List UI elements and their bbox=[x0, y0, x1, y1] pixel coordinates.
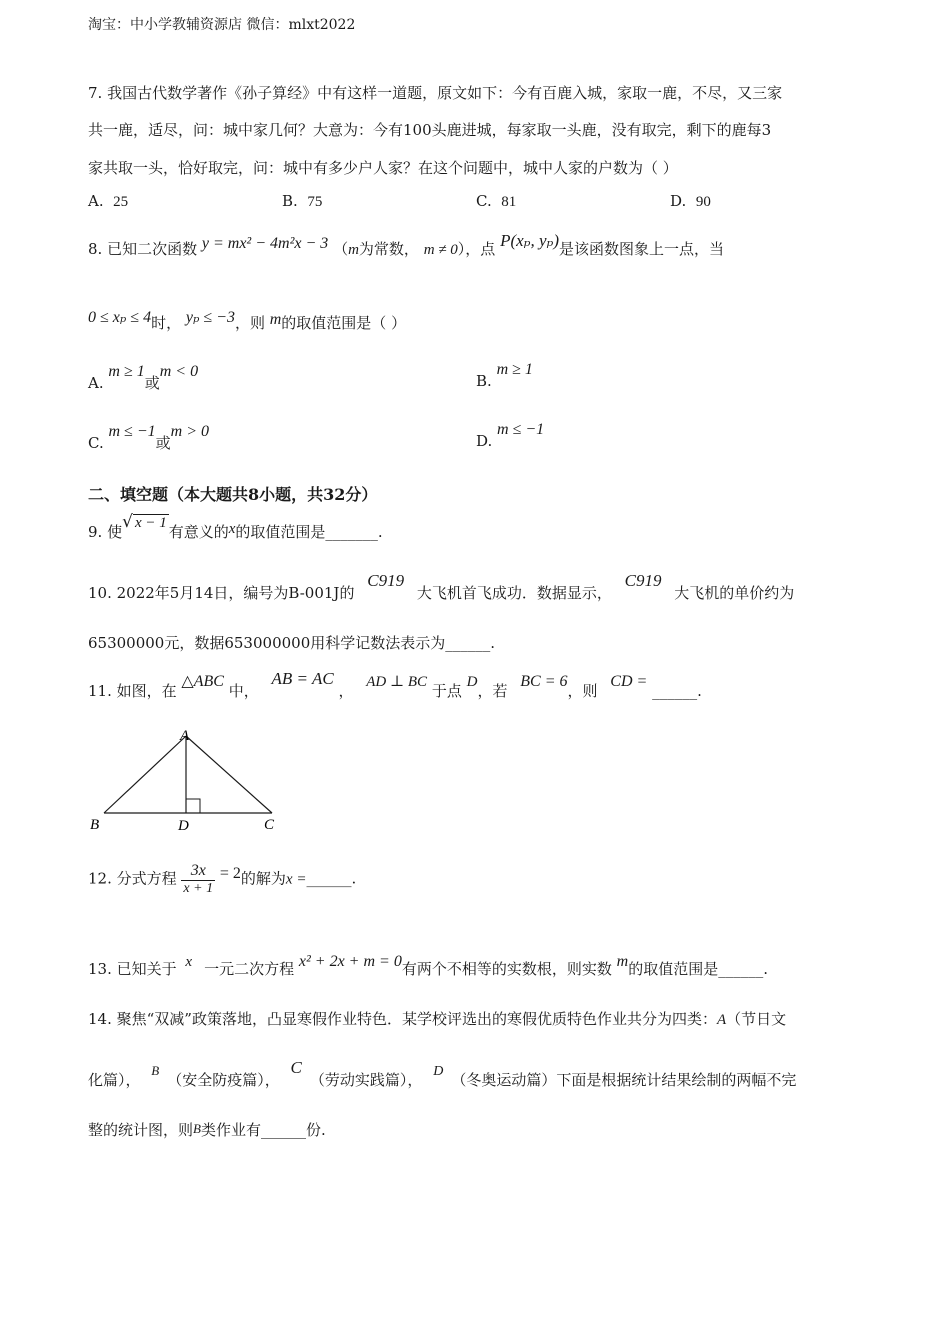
q12-prefix: 12. 分式方程 bbox=[88, 869, 177, 888]
q9 bbox=[88, 512, 383, 542]
triangle-figure bbox=[86, 724, 286, 836]
q7-option-d[interactable] bbox=[670, 192, 711, 211]
q12 bbox=[88, 862, 356, 897]
label-a: A bbox=[180, 728, 190, 744]
q14-line1-tail: （节日文 bbox=[726, 1010, 787, 1028]
section-2-heading: 二、填空题（本大题共8小题，共32分） bbox=[88, 485, 378, 504]
q13 bbox=[88, 953, 768, 979]
q13-m-var: m bbox=[616, 953, 629, 970]
q8-then: ，则 bbox=[234, 314, 265, 332]
q7-option-b-label: B. bbox=[282, 192, 298, 210]
label-c: C bbox=[264, 817, 275, 833]
q14-category-c: C bbox=[290, 1058, 302, 1077]
q8-tail: 的取值范围是（ ） bbox=[281, 314, 407, 332]
q8-paren-open: （ bbox=[333, 240, 349, 258]
q7-option-b-value: 75 bbox=[307, 194, 323, 210]
q8-option-a-part2: m < 0 bbox=[159, 363, 199, 380]
q8-option-c-label: C. bbox=[88, 434, 104, 452]
q8-option-b-part1: m ≥ 1 bbox=[496, 361, 533, 378]
label-d: D bbox=[178, 818, 189, 834]
q8-x-range: 0 ≤ xₚ ≤ 4 bbox=[88, 309, 152, 326]
right-angle-mark bbox=[186, 799, 200, 813]
q14-category-d: D bbox=[433, 1064, 444, 1079]
q11-point-d: D bbox=[466, 674, 478, 690]
q10-plane-2: C919 bbox=[624, 571, 662, 590]
radical-sign: √ bbox=[122, 512, 133, 532]
q8-when: 时， bbox=[151, 314, 182, 332]
q14-line3 bbox=[88, 1119, 326, 1140]
q10-part3: 大飞机的单价约为 bbox=[674, 584, 795, 602]
side-ab bbox=[104, 736, 186, 813]
q9-mid: 有意义的 bbox=[168, 523, 229, 541]
q9-prefix: 9. 使 bbox=[88, 523, 123, 541]
q8-option-b[interactable] bbox=[476, 361, 533, 391]
q7-option-d-label: D. bbox=[670, 192, 687, 210]
q11-cd: CD = bbox=[610, 673, 648, 690]
q8-constant-note: 为常数， bbox=[358, 240, 419, 258]
q8-line1 bbox=[88, 231, 725, 259]
q8-option-c[interactable] bbox=[88, 423, 210, 453]
q11 bbox=[88, 669, 702, 701]
q8-function: y = mx² − 4m²x − 3 bbox=[201, 235, 329, 252]
q7-line2: 共一鹿，适尽，问：城中家几何？大意为：今有100头鹿进城，每家取一头鹿，没有取完，剩下的鹿每3 bbox=[88, 121, 772, 139]
q7-option-a-value: 25 bbox=[113, 194, 129, 210]
q14-line1 bbox=[88, 1008, 786, 1029]
q13-x-var: x bbox=[185, 954, 193, 970]
page-header: 淘宝：中小学教辅资源店 微信：mlxt2022 bbox=[88, 17, 356, 33]
q13-prefix: 13. 已知关于 bbox=[88, 960, 177, 978]
q7-option-d-value: 90 bbox=[695, 194, 711, 210]
q8-option-a[interactable] bbox=[88, 363, 199, 393]
q12-x-eq: x = bbox=[285, 871, 307, 888]
q10-line1 bbox=[88, 571, 795, 603]
q7-line1: 7. 我国古代数学著作《孙子算经》中有这样一道题，原文如下：今有百鹿入城，家取一鹿，不尽，又三家 bbox=[88, 84, 783, 102]
q11-if: ，若 bbox=[477, 682, 508, 700]
q11-comma: ， bbox=[338, 682, 354, 700]
q10-plane-1: C919 bbox=[367, 571, 405, 590]
q8-suffix: 是该函数图象上一点，当 bbox=[559, 240, 725, 258]
q14-line2 bbox=[88, 1058, 797, 1090]
q12-fraction bbox=[181, 862, 215, 897]
q14-line3-a: 整的统计图，则 bbox=[88, 1121, 194, 1139]
q12-numerator: 3x bbox=[181, 862, 215, 881]
q12-mid: 的解为 bbox=[240, 869, 286, 888]
q8-option-c-part1: m ≤ −1 bbox=[108, 423, 156, 440]
q11-in: 中， bbox=[228, 682, 259, 700]
q8-option-d[interactable] bbox=[476, 421, 545, 451]
q13-mid: 一元二次方程 bbox=[204, 960, 295, 978]
q9-suffix: 的取值范围是_______. bbox=[235, 523, 383, 541]
q13-equation: x² + 2x + m = 0 bbox=[298, 953, 402, 970]
q8-option-c-or: 或 bbox=[155, 434, 171, 452]
q8-m-var: m bbox=[348, 242, 359, 258]
q8-option-a-label: A. bbox=[88, 374, 104, 392]
q13-mid2: 有两个不相等的实数根，则实数 bbox=[401, 960, 612, 978]
q14-line2-c: （劳动实践篇）， bbox=[309, 1071, 423, 1089]
q14-line1-text: 14. 聚焦“双减”政策落地，凸显寒假作业特色．某学校评选出的寒假优质特色作业共分为四类： bbox=[88, 1010, 717, 1028]
q12-answer-blank[interactable]: ______. bbox=[306, 869, 357, 888]
q11-prefix: 11. 如图，在 bbox=[88, 682, 177, 700]
q7-option-c-label: C. bbox=[476, 192, 492, 210]
q7-option-c-value: 81 bbox=[501, 194, 517, 210]
q8-m-nonzero: m ≠ 0 bbox=[423, 242, 458, 258]
q11-foot: 于点 bbox=[431, 682, 462, 700]
q10-part1: 10. 2022年5月14日，编号为B-001J的 bbox=[88, 584, 355, 602]
q8-y-condition: yₚ ≤ −3 bbox=[185, 309, 235, 326]
q8-point-p: P(xₚ, yₚ) bbox=[500, 231, 559, 250]
q7-option-a[interactable] bbox=[88, 192, 128, 211]
q7-line3: 家共取一头，恰好取完，问：城中有多少户人家？在这个问题中，城中人家的户数为（ ） bbox=[88, 159, 678, 177]
q7-option-b[interactable] bbox=[282, 192, 322, 211]
q10-part2: 大飞机首飞成功．数据显示， bbox=[416, 584, 612, 602]
q11-bc-value: BC = 6 bbox=[520, 673, 568, 690]
q14-line2-b: （安全防疫篇）， bbox=[167, 1071, 280, 1089]
q10-line2: 65300000元，数据653000000用科学记数法表示为______. bbox=[88, 634, 496, 652]
q12-denominator: x + 1 bbox=[183, 881, 214, 896]
q9-var: x bbox=[228, 521, 236, 537]
q8-line2 bbox=[88, 309, 407, 333]
q8-option-a-or: 或 bbox=[144, 374, 160, 392]
q14-category-b-2: B bbox=[193, 1121, 201, 1136]
q9-radicand: x − 1 bbox=[134, 515, 167, 531]
q8-option-a-part1: m ≥ 1 bbox=[108, 363, 145, 380]
q11-answer-blank[interactable]: ______. bbox=[652, 682, 702, 700]
q8-option-c-part2: m > 0 bbox=[170, 423, 210, 440]
q8-point-word: ），点 bbox=[457, 240, 496, 258]
q8-option-d-label: D. bbox=[476, 432, 493, 450]
q14-category-a: A bbox=[716, 1012, 727, 1028]
q11-then: ，则 bbox=[567, 682, 598, 700]
q11-ab-eq-ac: AB = AC bbox=[271, 669, 334, 688]
q12-rhs: = 2 bbox=[219, 864, 241, 882]
q14-category-b: B bbox=[151, 1063, 160, 1078]
side-ac bbox=[186, 736, 272, 813]
q8-prefix: 8. 已知二次函数 bbox=[88, 240, 198, 258]
q13-suffix: 的取值范围是______. bbox=[628, 960, 768, 978]
q8-m-var-2: m bbox=[269, 311, 282, 328]
q14-line2-d: （冬奥运动篇）下面是根据统计结果绘制的两幅不完 bbox=[451, 1071, 797, 1089]
label-b: B bbox=[90, 817, 100, 833]
q7-option-c[interactable] bbox=[476, 192, 516, 211]
q14-line3-b: 类作业有______份. bbox=[200, 1121, 326, 1139]
q11-triangle: △ABC bbox=[181, 673, 224, 690]
q14-line2-a: 化篇）， bbox=[88, 1071, 141, 1089]
q8-option-b-label: B. bbox=[476, 372, 492, 390]
q11-ad-perp-bc: AD ⊥ BC bbox=[366, 674, 428, 690]
q7-option-a-label: A. bbox=[88, 192, 104, 210]
q8-option-d-part1: m ≤ −1 bbox=[497, 421, 545, 438]
